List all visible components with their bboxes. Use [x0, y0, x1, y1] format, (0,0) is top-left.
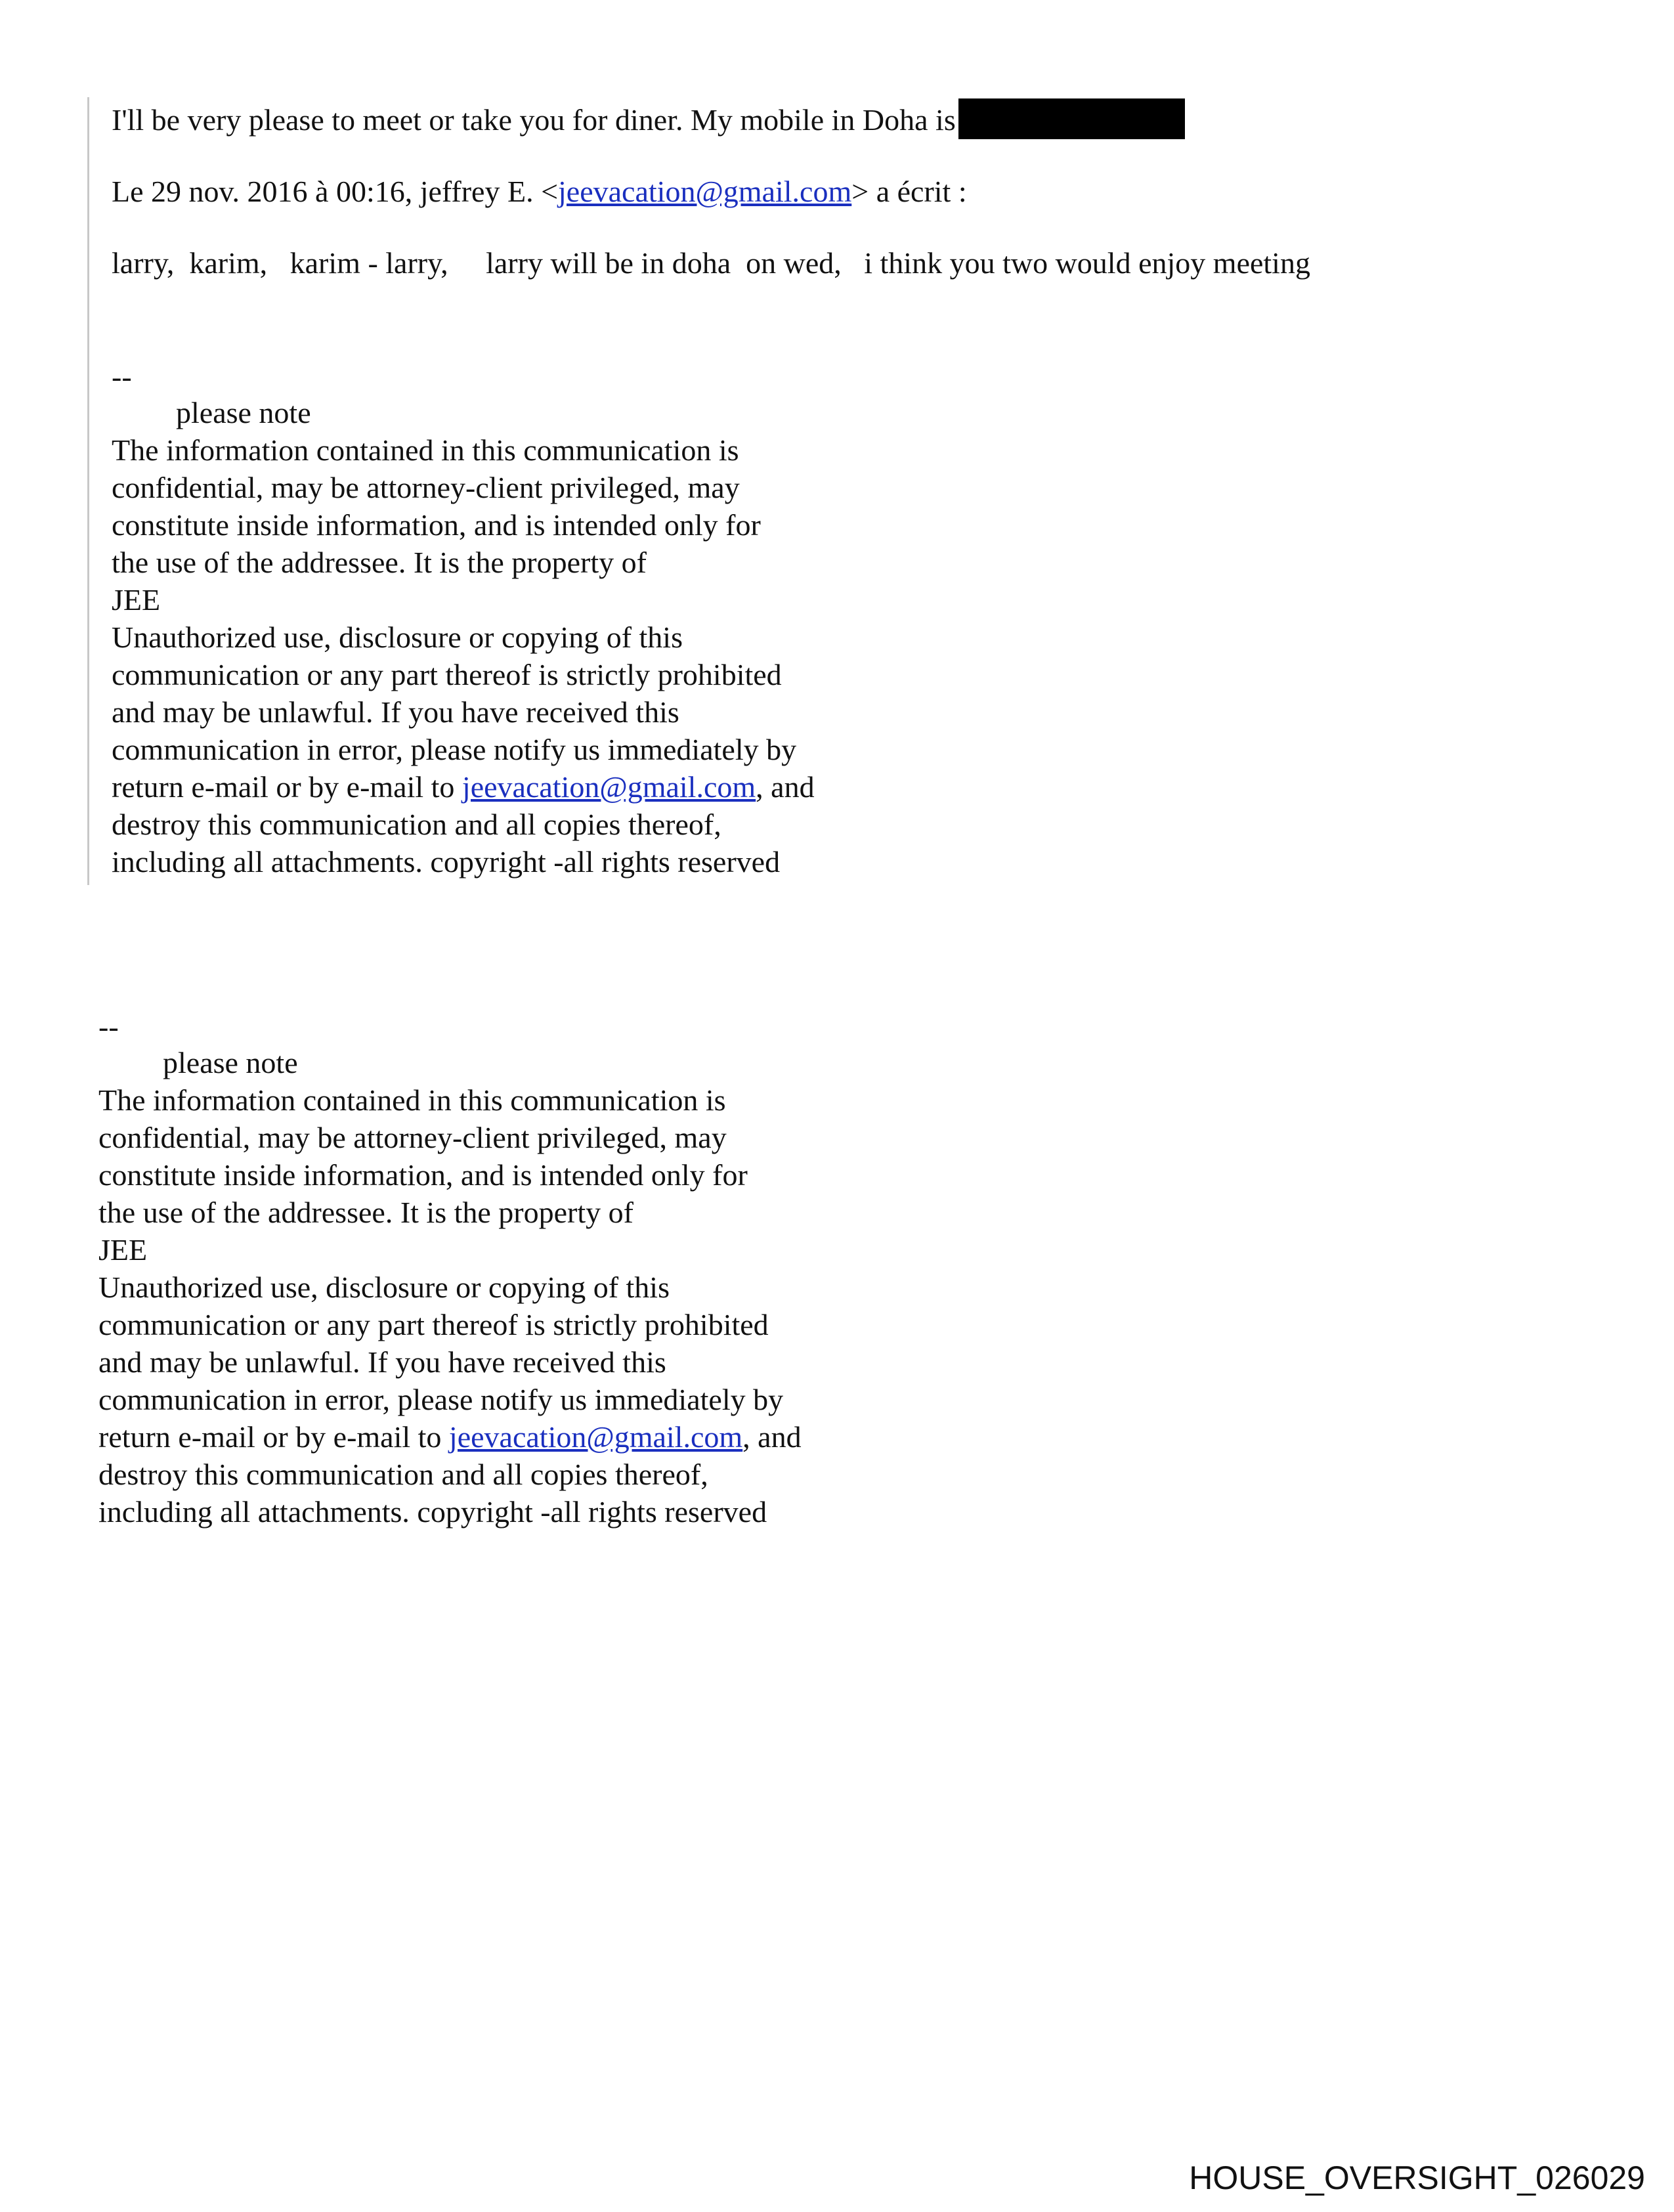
signature-line: Unauthorized use, disclosure or copying of this — [112, 620, 683, 654]
email-link-signature[interactable]: jeevacation@gmail.com — [448, 1420, 743, 1454]
signature-line: The information contained in this communication is — [112, 433, 739, 467]
signature-email-line — [98, 1418, 802, 1456]
signature-line: and may be unlawful. If you have received this — [98, 1345, 666, 1379]
signature-note: please note — [163, 1046, 298, 1079]
signature-dashes: -- — [112, 360, 132, 393]
signature-note: please note — [176, 396, 311, 429]
signature-line: communication in error, please notify us immediately by — [112, 733, 797, 766]
reply-line — [112, 98, 1185, 139]
quote-header — [112, 173, 967, 211]
signature-line: communication or any part thereof is strictly prohibited — [98, 1308, 769, 1341]
signature-line: constitute inside information, and is intended only for — [112, 508, 761, 542]
signature-line: including all attachments. copyright -all rights reserved — [98, 1495, 767, 1529]
quote-border — [87, 97, 89, 885]
reply-text: I'll be very please to meet or take you for diner. My mobile in Doha is — [112, 103, 956, 137]
email-link-header[interactable]: jeevacation@gmail.com — [558, 175, 852, 208]
signature-email-prefix: return e-mail or by e-mail to — [112, 770, 462, 804]
signature-line: JEE — [98, 1233, 148, 1267]
signature-line: confidential, may be attorney-client privileged, may — [98, 1121, 727, 1154]
redaction-box — [958, 98, 1185, 139]
signature-line: and may be unlawful. If you have received this — [112, 695, 679, 729]
signature-line: the use of the addressee. It is the property of — [112, 546, 647, 579]
signature-dashes: -- — [98, 1010, 119, 1043]
quote-header-suffix: > a écrit : — [851, 175, 967, 208]
signature-line: communication or any part thereof is strictly prohibited — [112, 658, 782, 691]
signature-line: constitute inside information, and is intended only for — [98, 1158, 748, 1192]
signature-line: including all attachments. copyright -all rights reserved — [112, 845, 781, 878]
signature-email-prefix: return e-mail or by e-mail to — [98, 1420, 449, 1454]
signature-email-suffix: , and — [742, 1420, 802, 1454]
bates-number: HOUSE_OVERSIGHT_026029 — [1189, 2159, 1645, 2196]
quote-header-prefix: Le 29 nov. 2016 à 00:16, jeffrey E. < — [112, 175, 559, 208]
signature-line: destroy this communication and all copies thereof, — [98, 1458, 708, 1491]
signature-line: destroy this communication and all copies thereof, — [112, 808, 721, 841]
email-link-signature[interactable]: jeevacation@gmail.com — [461, 770, 756, 804]
signature-line: confidential, may be attorney-client privileged, may — [112, 471, 740, 504]
signature-line: Unauthorized use, disclosure or copying of this — [98, 1270, 670, 1304]
quoted-message: larry, karim, karim - larry, larry will be in doha on wed, i think you two would enjoy meeting — [112, 246, 1310, 280]
signature-line: communication in error, please notify us immediately by — [98, 1383, 784, 1416]
signature-email-line — [112, 768, 815, 806]
signature-line: The information contained in this communication is — [98, 1083, 726, 1117]
signature-line: the use of the addressee. It is the property of — [98, 1196, 633, 1229]
signature-line: JEE — [112, 583, 161, 617]
signature-email-suffix: , and — [756, 770, 815, 804]
